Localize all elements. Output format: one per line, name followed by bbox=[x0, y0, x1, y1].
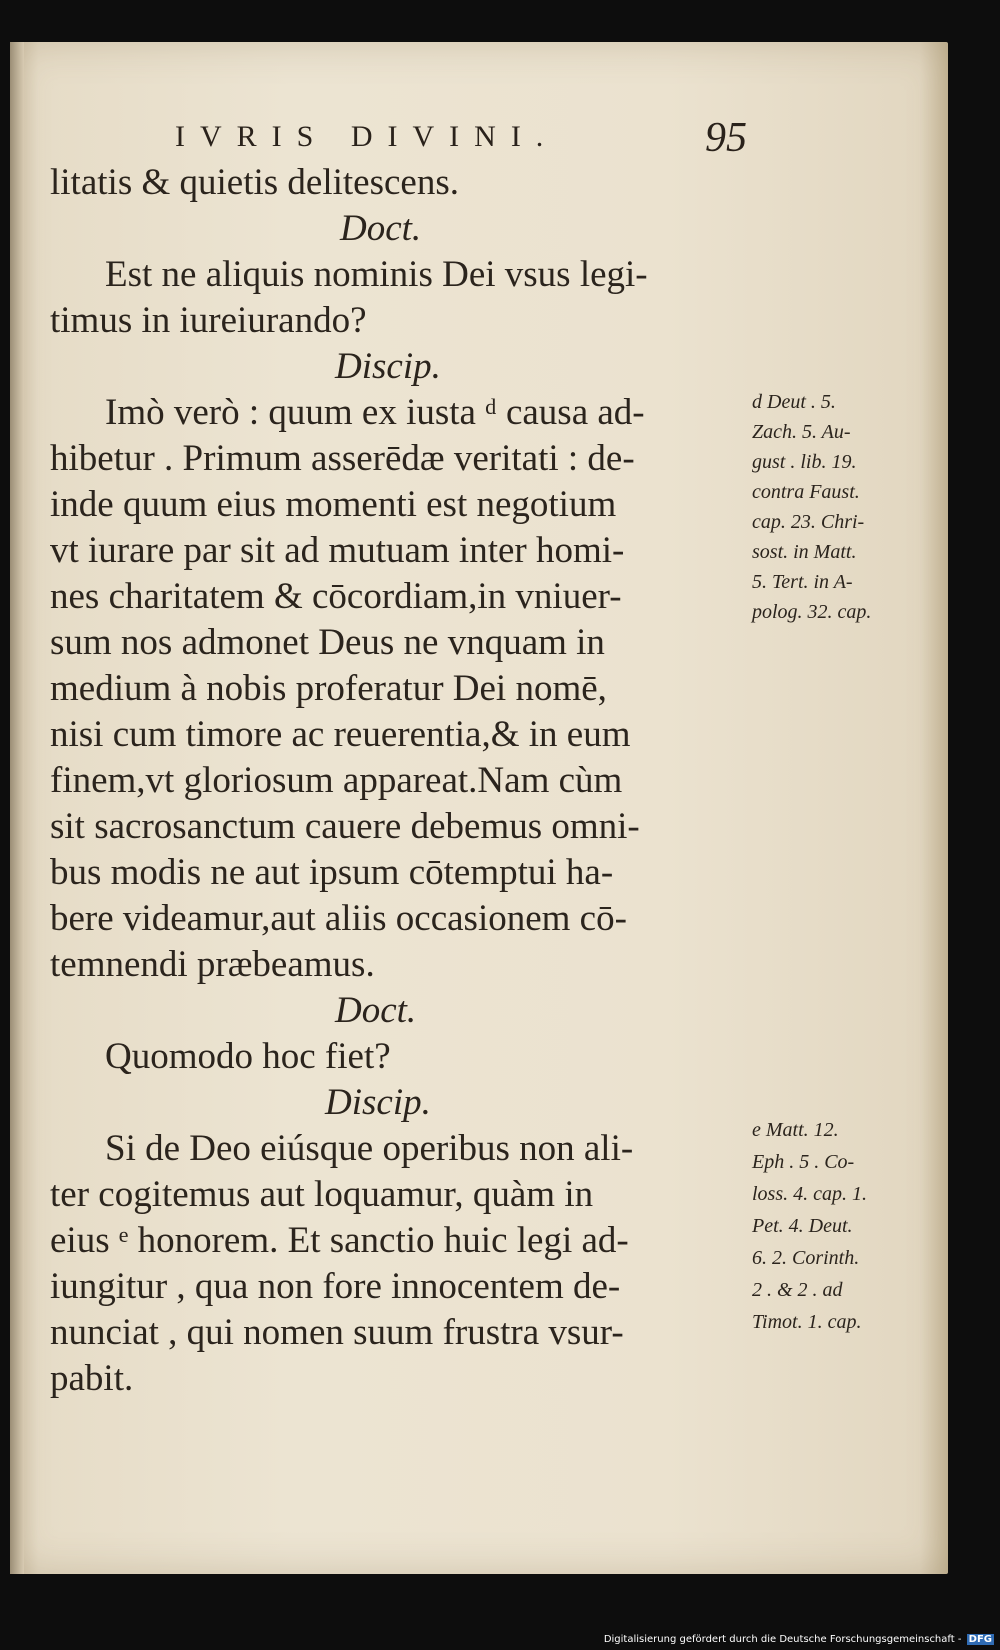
speaker-heading: Discip. bbox=[325, 1082, 431, 1123]
text-line: sum nos admonet Deus ne vnquam in bbox=[50, 622, 605, 663]
page-edge bbox=[10, 42, 24, 1574]
margin-note-line: d Deut . 5. bbox=[752, 391, 836, 413]
text-line: Quomodo hoc fiet? bbox=[105, 1036, 391, 1077]
margin-note-line: e Matt. 12. bbox=[752, 1119, 839, 1141]
margin-note-line: 2 . & 2 . ad bbox=[752, 1279, 843, 1301]
text-line: vt iurare par sit ad mutuam inter homi- bbox=[50, 530, 625, 571]
page-number: 95 bbox=[705, 115, 747, 161]
text-line: Est ne aliquis nominis Dei vsus legi- bbox=[105, 254, 648, 295]
margin-note-line: Zach. 5. Au- bbox=[752, 421, 851, 443]
speaker-heading: Doct. bbox=[340, 208, 422, 249]
text-line: finem,vt gloriosum appareat.Nam cùm bbox=[50, 760, 623, 801]
text-line: ter cogitemus aut loquamur, quàm in bbox=[50, 1174, 594, 1215]
text-line: litatis & quietis delitescens. bbox=[50, 162, 459, 203]
book-page bbox=[10, 42, 948, 1574]
dfg-logo: DFG bbox=[968, 1634, 992, 1645]
text-line: sit sacrosanctum cauere debemus omni- bbox=[50, 806, 640, 847]
margin-note-line: Eph . 5 . Co- bbox=[752, 1151, 855, 1173]
text-line: pabit. bbox=[50, 1358, 134, 1399]
margin-note-line: 5. Tert. in A- bbox=[752, 571, 853, 593]
text-line: Imò verò : quum ex iusta ᵈ causa ad- bbox=[105, 392, 645, 433]
text-line: bere videamur,aut aliis occasionem cō- bbox=[50, 898, 627, 939]
margin-note-line: cap. 23. Chri- bbox=[752, 511, 865, 533]
text-line: nes charitatem & cōcordiam,in vniuer- bbox=[50, 576, 622, 617]
text-line: Si de Deo eiúsque operibus non ali- bbox=[105, 1128, 634, 1169]
text-line: temnendi præbeamus. bbox=[50, 944, 375, 985]
text-line: hibetur . Primum asserēdæ veritati : de- bbox=[50, 438, 635, 479]
text-line: medium à nobis proferatur Dei nomē, bbox=[50, 668, 607, 709]
margin-note-line: Timot. 1. cap. bbox=[752, 1311, 862, 1333]
main-text-block bbox=[50, 160, 740, 1402]
text-line: nisi cum timore ac reuerentia,& in eum bbox=[50, 714, 631, 755]
margin-note-d bbox=[752, 387, 912, 627]
text-line: eius ᵉ honorem. Et sanctio huic legi ad- bbox=[50, 1220, 629, 1261]
text-line: nunciat , qui nomen suum frustra vsur- bbox=[50, 1312, 624, 1353]
margin-note-line: Pet. 4. Deut. bbox=[752, 1215, 853, 1237]
margin-note-line: loss. 4. cap. 1. bbox=[752, 1183, 867, 1205]
margin-note-e bbox=[752, 1114, 912, 1338]
credit-text: Digitalisierung gefördert durch die Deutsche Forschungsgemeinschaft - bbox=[603, 1634, 962, 1645]
margin-note-line: 6. 2. Corinth. bbox=[752, 1247, 860, 1269]
speaker-heading: Doct. bbox=[335, 990, 417, 1031]
text-line: inde quum eius momenti est negotium bbox=[50, 484, 617, 525]
digitization-credit bbox=[604, 1634, 994, 1645]
running-head: IVRIS DIVINI. bbox=[175, 120, 559, 153]
margin-note-line: gust . lib. 19. bbox=[752, 451, 857, 473]
text-line: bus modis ne aut ipsum cōtemptui ha- bbox=[50, 852, 614, 893]
speaker-heading: Discip. bbox=[335, 346, 441, 387]
margin-note-line: polog. 32. cap. bbox=[752, 601, 872, 623]
page-header bbox=[10, 115, 948, 164]
text-line: timus in iureiurando? bbox=[50, 300, 367, 341]
margin-note-line: contra Faust. bbox=[752, 481, 860, 503]
text-line: iungitur , qua non fore innocentem de- bbox=[50, 1266, 621, 1307]
margin-note-line: sost. in Matt. bbox=[752, 541, 857, 563]
